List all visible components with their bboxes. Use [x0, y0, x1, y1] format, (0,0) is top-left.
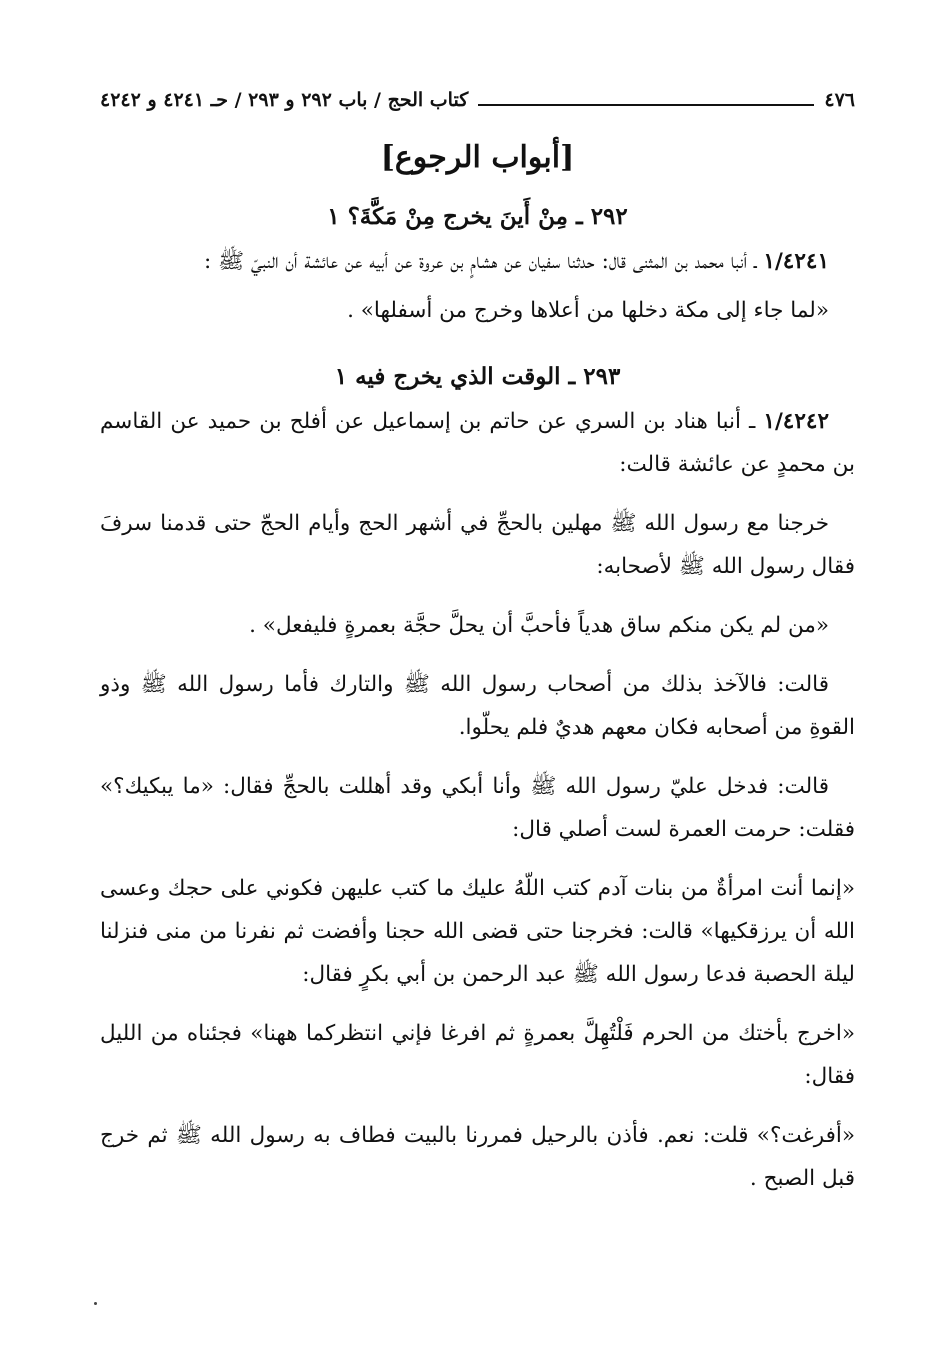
hadith-4242-isnad [100, 400, 855, 486]
chapter-title-292: ٢٩٢ ـ مِنْ أَينَ يخرج مِنْ مَكَّةَ؟ ١ [327, 203, 628, 230]
hadith-4241-matn: «لما جاء إلى مكة دخلها من أعلاها وخرج من أسفلها» . [347, 298, 829, 323]
hadith-paragraph: «إنما أنت امرأةٌ من بنات آدم كتب اللّهُ عليك ما كتب عليهن فكوني على حجك وعسى الله أن يرزقكيها» قالت: فخرجنا حتى قضى الله حجنا وأفضت ثم نفرنا من منى فنزلنا ليلة الحصبة فدعا رسول الله ﷺ عبد الرحمن بن أبي بكرٍ فقال: [100, 876, 855, 987]
header-rule [478, 104, 814, 106]
hadith-paragraph: قالت: فالآخذ بذلك من أصحاب رسول الله ﷺ والتارك فأما رسول الله ﷺ وذو القوةِ من أصحابه فكان معهم هديٌ فلم يحلّوا. [100, 672, 855, 740]
hadith-4241-isnad [100, 240, 855, 283]
hadith-paragraph: «اخرج بأختك من الحرم فَلْتُهِلَّ بعمرةٍ ثم افرغا فإني انتظركما ههنا» فجئناه من الليل فقال: [100, 1021, 855, 1089]
isnad-text: ـ أنبا محمد بن المثنى قال: حدثنا سفيان عن هشامٍ بن عروة عن أبيه عن عائشة أن النبيّ ﷺ : [204, 249, 764, 274]
chapter-title-293: ٢٩٣ ـ الوقت الذي يخرج فيه ١ [334, 363, 621, 390]
section-title: [أبواب الرجوع] [380, 140, 575, 175]
hadith-paragraph: «من لم يكن منكم ساق هدياً فأحبَّ أن يحلَّ حجَّة بعمرةٍ فليفعل» . [249, 613, 829, 638]
isnad-text: ـ أنبا هناد بن السري عن حاتم بن إسماعيل عن أفلح بن حميد عن القاسم بن محمدٍ عن عائشة قالت: [100, 409, 855, 477]
hadith-paragraph: خرجنا مع رسول الله ﷺ مهلين بالحجِّ في أشهر الحج وأيام الحجّ حتى قدمنا سرفَ فقال رسول الله ﷺ لأصحابه: [100, 511, 855, 579]
hadith-paragraph: «أفرغت؟» قلت: نعم. فأذن بالرحيل فمررنا بالبيت فطاف به رسول الله ﷺ ثم خرج قبل الصبح . [100, 1123, 855, 1191]
running-header [100, 88, 855, 112]
page-number: ٤٧٦ [824, 89, 855, 111]
speck-mark [94, 1302, 97, 1305]
hadith-paragraph: قالت: فدخل عليّ رسول الله ﷺ وأنا أبكي وقد أهللت بالحجِّ فقال: «ما يبكيك؟» فقلت: حرمت العمرة لست أصلي قال: [100, 774, 855, 842]
running-title: كتاب الحج / باب ٢٩٢ و ٢٩٣ / حـ ٤٢٤١ و ٤٢٤٢ [100, 89, 469, 111]
hadith-number: ١/٤٢٤٢ [763, 409, 829, 434]
hadith-number: ١/٤٢٤١ [763, 249, 829, 274]
